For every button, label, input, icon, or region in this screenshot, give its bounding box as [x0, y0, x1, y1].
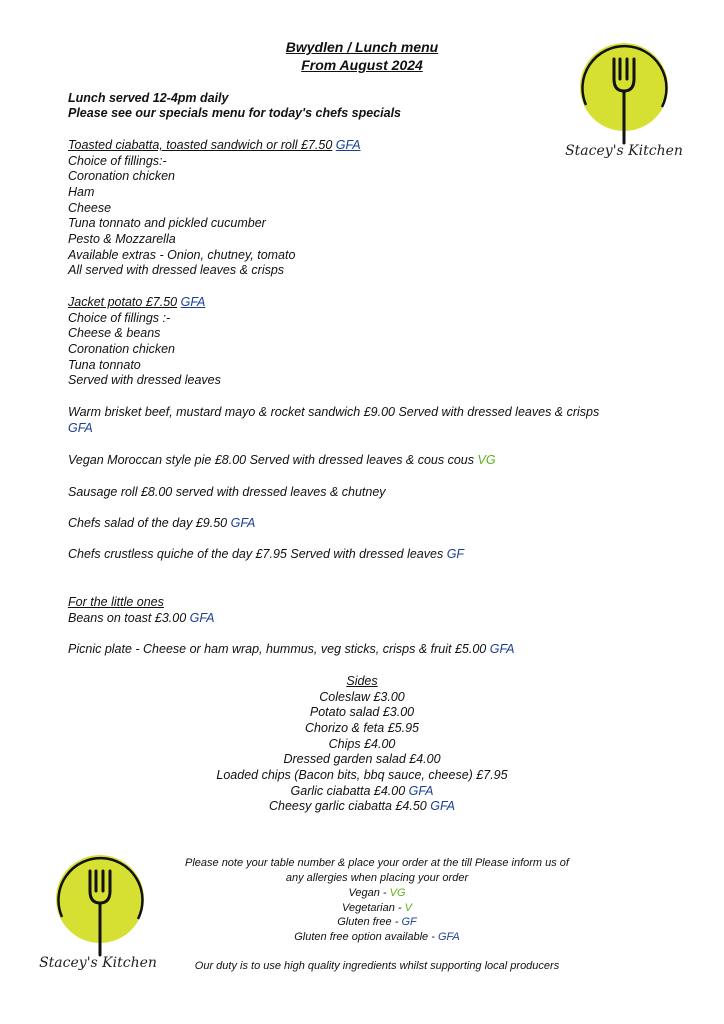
vegan-pie-vg-tag: VG: [477, 453, 496, 467]
ciabatta-line: Ham: [68, 185, 95, 199]
picnic-text: Picnic plate - Cheese or ham wrap, hummus, veg sticks, crisps & fruit £5.00: [68, 642, 487, 656]
legend-code-vg: VG: [389, 887, 406, 899]
beans-gfa-tag: GFA: [189, 611, 215, 625]
side-item: Chorizo & feta £5.95: [305, 721, 419, 735]
jacket-heading-text: Jacket potato £7.50: [68, 295, 178, 309]
salad-item: [68, 516, 255, 532]
little-ones-heading: For the little ones: [68, 595, 164, 609]
legend-label: Gluten free -: [337, 916, 402, 928]
intro-specials: Please see our specials menu for today's chefs specials: [68, 106, 401, 120]
legend-gluten-free-option: [152, 930, 602, 945]
side-item-gfa-tag: GFA: [430, 799, 455, 813]
ciabatta-heading-text: Toasted ciabatta, toasted sandwich or roll £7.50: [68, 138, 333, 152]
logo-top: [558, 33, 694, 169]
ciabatta-line: Available extras - Onion, chutney, tomato: [68, 247, 296, 262]
legend-label: Vegetarian -: [342, 902, 405, 914]
logo-wordmark: Stacey's Kitchen: [39, 955, 157, 971]
legend-code-gfa: GFA: [437, 931, 460, 943]
legend-gluten-free: [152, 915, 602, 930]
side-item-text: Cheesy garlic ciabatta £4.50: [269, 799, 427, 813]
picnic-item: [68, 642, 515, 658]
vegan-pie-text: Vegan Moroccan style pie £8.00 Served with dressed leaves & cous cous: [68, 453, 475, 467]
quiche-text: Chefs crustless quiche of the day £7.95 Served with dressed leaves: [68, 547, 444, 561]
brisket-item: Warm brisket beef, mustard mayo & rocket sandwich £9.00 Served with dressed leaves & crisps: [68, 405, 600, 419]
side-item: Chips £4.00: [328, 736, 396, 751]
side-item: Loaded chips (Bacon bits, bbq sauce, cheese) £7.95: [216, 768, 508, 782]
jacket-line: Served with dressed leaves: [68, 373, 221, 387]
menu-title: Bwydlen / Lunch menu: [285, 39, 439, 55]
footer-note-line2: any allergies when placing your order: [285, 872, 469, 884]
side-item: Potato salad £3.00: [309, 705, 415, 719]
side-item-text: Garlic ciabatta £4.00: [290, 783, 406, 798]
jacket-line: Tuna tonnato: [68, 357, 141, 372]
jacket-line: Coronation chicken: [68, 342, 176, 356]
legend-label: Gluten free option available -: [294, 931, 438, 943]
ciabatta-line: Tuna tonnato and pickled cucumber: [68, 216, 266, 230]
salad-gfa-tag: GFA: [230, 516, 256, 530]
legend-vegan: [152, 886, 602, 901]
side-item-gfa-tag: GFA: [408, 783, 434, 798]
legend-code-gf: GF: [401, 916, 417, 928]
jacket-line: Choice of fillings :-: [68, 310, 171, 325]
footer-duty: Our duty is to use high quality ingredients whilst supporting local producers: [194, 960, 560, 972]
jacket-line: Cheese & beans: [68, 326, 161, 340]
ciabatta-line: Choice of fillings:-: [68, 153, 167, 168]
vegan-pie-item: [68, 453, 496, 469]
footer-note-line1: Please note your table number & place your order at the till Please inform us of: [185, 857, 569, 869]
ciabatta-line: Coronation chicken: [68, 169, 176, 183]
ciabatta-line: Pesto & Mozzarella: [68, 232, 176, 246]
intro-hours: Lunch served 12-4pm daily: [68, 91, 229, 105]
jacket-gfa-tag: GFA: [180, 295, 206, 309]
quiche-item: [68, 547, 464, 563]
ciabatta-heading: [68, 138, 361, 154]
salad-text: Chefs salad of the day £9.50: [68, 516, 228, 530]
logo-bottom: [36, 843, 164, 977]
ciabatta-line: Cheese: [68, 200, 112, 215]
sides-heading: Sides: [346, 674, 378, 688]
side-item: Coleslaw £3.00: [319, 689, 405, 704]
side-item: [0, 799, 724, 815]
brisket-gfa-tag: GFA: [68, 421, 93, 435]
beans-item: [68, 611, 214, 627]
legend-code-v: V: [404, 902, 412, 914]
legend-label: Vegan -: [348, 887, 390, 899]
picnic-gfa-tag: GFA: [489, 642, 515, 656]
menu-date: From August 2024: [301, 57, 423, 73]
beans-text: Beans on toast £3.00: [68, 611, 187, 625]
ciabatta-gfa-tag: GFA: [335, 138, 361, 152]
jacket-heading: [68, 295, 205, 311]
quiche-gf-tag: GF: [446, 547, 465, 561]
ciabatta-line: All served with dressed leaves & crisps: [68, 263, 285, 277]
logo-wordmark: Stacey's Kitchen: [565, 143, 683, 159]
side-item: [0, 784, 724, 800]
sausage-roll-item: Sausage roll £8.00 served with dressed leaves & chutney: [68, 485, 386, 499]
side-item: Dressed garden salad £4.00: [283, 752, 441, 766]
legend-vegetarian: [152, 901, 602, 916]
